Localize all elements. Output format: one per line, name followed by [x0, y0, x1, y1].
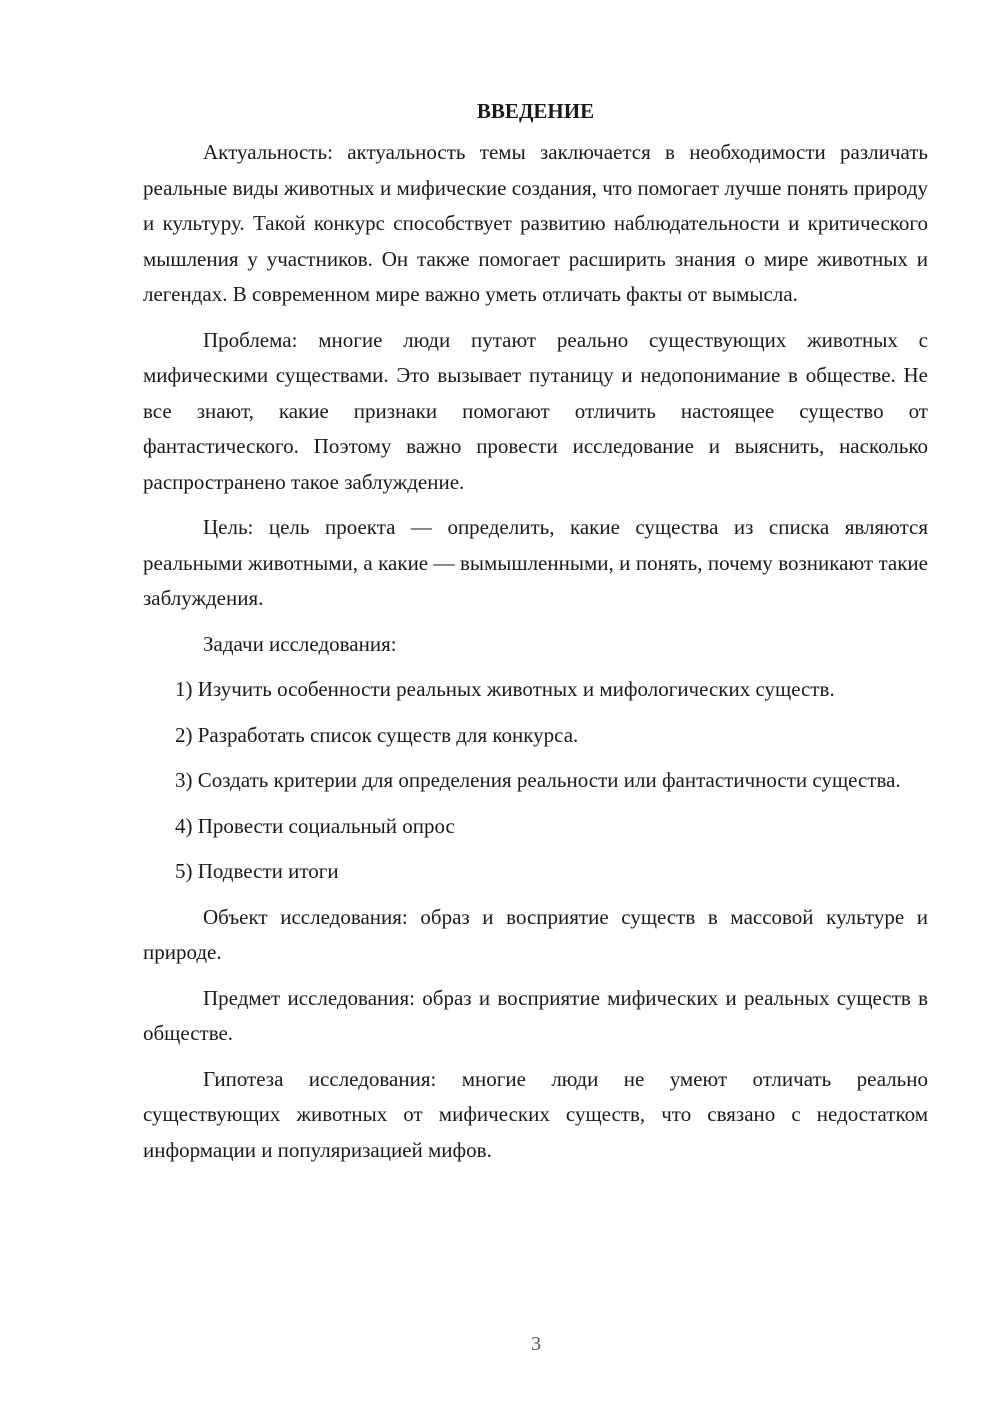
- paragraph-problem: Проблема: многие люди путают реально существующих животных с мифическими существами. Это вызывает путаницу и недопонимание в обществе. Не все знают, какие признаки помогают отличить настоящее существо от фантастического. Поэтому важно провести исследование и выяснить, насколько распространено такое заблуждение.: [143, 327, 928, 494]
- paragraph-hypothesis: Гипотеза исследования: многие люди не умеют отличать реально существующих животных от мифических существ, что связано с недостатком информации и популяризацией мифов.: [143, 1066, 928, 1162]
- paragraph-goal: Цель: цель проекта — определить, какие существа из списка являются реальными животными, а какие — вымышленными, и понять, почему возникают такие заблуждения.: [143, 515, 928, 610]
- paragraph-relevance: Актуальность: актуальность темы заключается в необходимости различать реальные виды животных и мифические создания, что помогает лучше понять природу и культуру. Такой конкурс способствует развитию наблюдательности и критического мышления у участников. Он также помогает расширить знания о мире животных и легендах. В современном мире важно уметь отличать факты от вымысла.: [143, 140, 928, 306]
- list-item: 3) Создать критерии для определения реальности или фантастичности существа.: [175, 768, 901, 792]
- tasks-list: [143, 672, 928, 890]
- list-item: 4) Провести социальный опрос: [175, 813, 455, 838]
- page-content: [143, 94, 928, 1178]
- list-item: 1) Изучить особенности реальных животных и мифологических существ.: [175, 677, 835, 701]
- paragraph-subject: Предмет исследования: образ и восприятие мифических и реальных существ в обществе.: [143, 985, 928, 1045]
- page-number: 3: [531, 1333, 541, 1355]
- page-title: ВВЕДЕНИЕ: [476, 99, 595, 123]
- tasks-heading: Задачи исследования:: [203, 631, 397, 656]
- list-item: 2) Разработать список существ для конкурса.: [175, 722, 579, 747]
- list-item: 5) Подвести итоги: [175, 859, 339, 883]
- paragraph-object: Объект исследования: образ и восприятие существ в массовой культуре и природе.: [143, 904, 928, 964]
